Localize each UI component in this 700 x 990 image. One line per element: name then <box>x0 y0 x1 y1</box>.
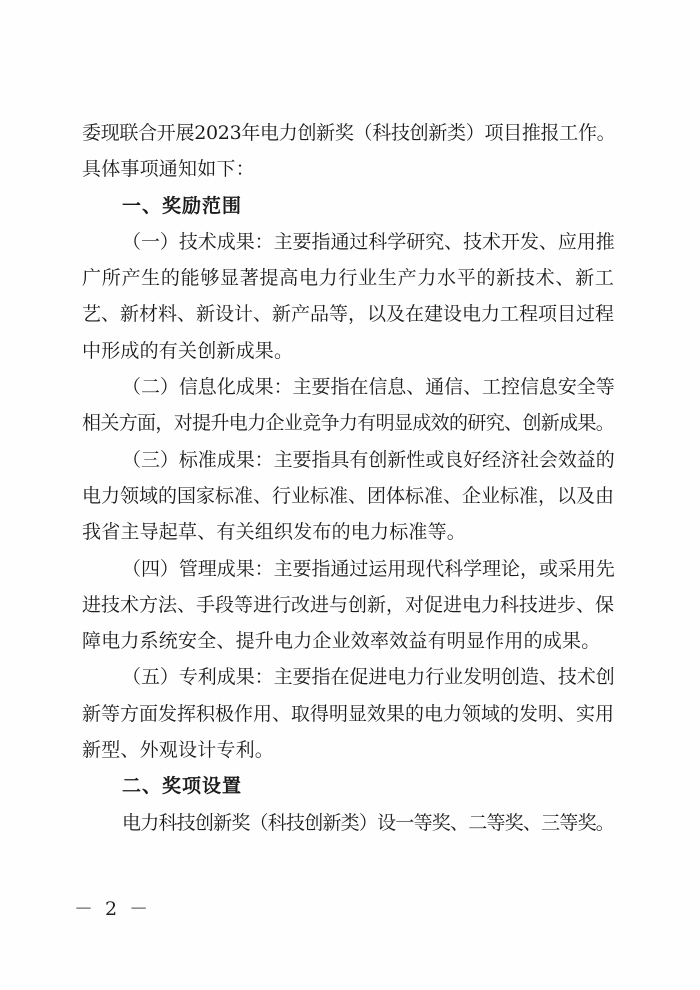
paragraph-line: 电力科技创新奖（科技创新类）设一等奖、二等奖、三等奖。 <box>122 811 614 834</box>
paragraph-line: 新型、外观设计专利。 <box>82 739 275 762</box>
paragraph-line: 具体事项通知如下： <box>82 158 255 181</box>
paragraph-line: （三）标准成果：主要指具有创新性或良好经济社会效益的 <box>122 448 615 471</box>
paragraph-line: （五）专利成果：主要指在促进电力行业发明创造、技术创 <box>122 666 615 689</box>
paragraph-line: 新等方面发挥积极作用、取得明显效果的电力领域的发明、实用 <box>82 702 614 725</box>
paragraph-line: 相关方面，对提升电力企业竞争力有明显成效的研究、创新成果。 <box>82 412 614 435</box>
page-number: － 2 － <box>74 898 152 920</box>
paragraph-line: 艺、新材料、新设计、新产品等，以及在建设电力工程项目过程 <box>82 303 614 326</box>
paragraph-line: （四）管理成果：主要指通过运用现代科学理论，或采用先 <box>122 557 615 580</box>
section-heading: 二、奖项设置 <box>122 775 243 798</box>
section-heading: 一、奖励范围 <box>122 194 243 217</box>
paragraph-line: 广所产生的能够显著提高电力行业生产力水平的新技术、新工 <box>82 267 614 290</box>
paragraph-line: 我省主导起草、有关组织发布的电力标准等。 <box>82 521 467 544</box>
paragraph-line: 委现联合开展2023年电力创新奖（科技创新类）项目推报工作。 <box>82 122 616 144</box>
paragraph-line: （一）技术成果：主要指通过科学研究、技术开发、应用推 <box>122 230 615 253</box>
paragraph-line: （二）信息化成果：主要指在信息、通信、工控信息安全等 <box>122 376 615 399</box>
paragraph-line: 中形成的有关创新成果。 <box>82 339 294 362</box>
paragraph-line: 进技术方法、手段等进行改进与创新，对促进电力科技进步、保 <box>82 593 614 616</box>
paragraph-line: 电力领域的国家标准、行业标准、团体标准、企业标准，以及由 <box>82 484 614 507</box>
document-body <box>82 115 614 841</box>
paragraph-line: 障电力系统安全、提升电力企业效率效益有明显作用的成果。 <box>82 630 601 653</box>
